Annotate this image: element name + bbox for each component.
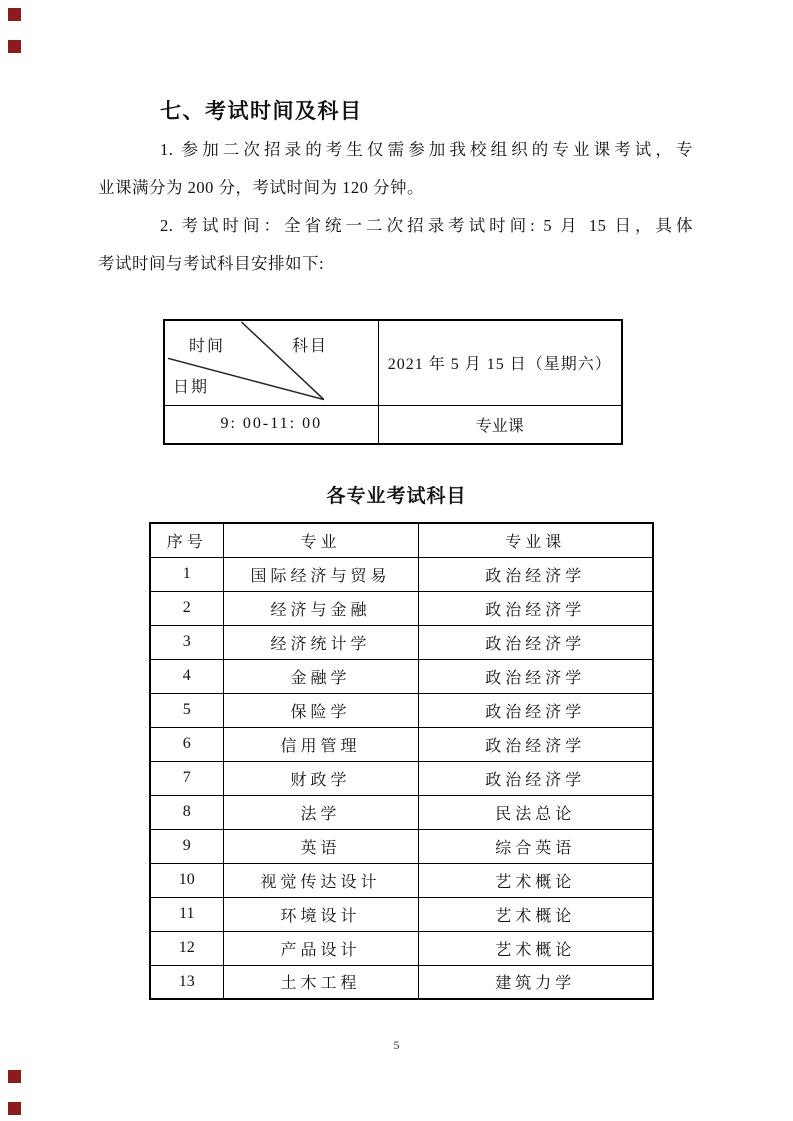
table-cell: 政治经济学 <box>418 727 653 761</box>
paragraph-line: 业课满分为 200 分，考试时间为 120 分钟。 <box>98 178 424 197</box>
table-cell: 1 <box>150 557 223 591</box>
table-cell: 12 <box>150 931 223 965</box>
table-cell: 8 <box>150 795 223 829</box>
table-row <box>150 931 653 965</box>
table-cell: 财政学 <box>223 761 418 795</box>
table-cell: 产品设计 <box>223 931 418 965</box>
corner-mark <box>8 1102 21 1115</box>
paragraph-line: 考试时间与考试科目安排如下: <box>98 254 325 273</box>
table-row <box>150 863 653 897</box>
table-row <box>150 625 653 659</box>
column-header: 专业课 <box>418 523 653 557</box>
table-cell: 英语 <box>223 829 418 863</box>
table-cell: 4 <box>150 659 223 693</box>
table-cell: 金融学 <box>223 659 418 693</box>
page-number: 5 <box>393 1038 400 1052</box>
subjects-table-title: 各专业考试科目 <box>326 486 467 507</box>
column-header: 专业 <box>223 523 418 557</box>
table-cell: 6 <box>150 727 223 761</box>
exam-time-cell: 9: 00-11: 00 <box>164 405 378 444</box>
table-row <box>150 795 653 829</box>
diagonal-header-cell <box>164 320 378 405</box>
table-cell: 政治经济学 <box>418 761 653 795</box>
table-row <box>150 761 653 795</box>
paragraph-line: 1. 参加二次招录的考生仅需参加我校组织的专业课考试，专 <box>160 140 693 159</box>
table-cell: 经济统计学 <box>223 625 418 659</box>
table-cell: 建筑力学 <box>418 965 653 999</box>
table-cell: 10 <box>150 863 223 897</box>
table-cell: 5 <box>150 693 223 727</box>
table-cell: 政治经济学 <box>418 591 653 625</box>
table-row <box>164 320 622 405</box>
table-cell: 信用管理 <box>223 727 418 761</box>
table-row <box>164 405 622 444</box>
table-cell: 民法总论 <box>418 795 653 829</box>
corner-mark <box>8 1070 21 1083</box>
exam-schedule-table <box>163 319 623 445</box>
table-cell: 土木工程 <box>223 965 418 999</box>
header-label-date: 日期 <box>173 379 210 396</box>
table-cell: 保险学 <box>223 693 418 727</box>
corner-mark <box>8 40 21 53</box>
corner-mark <box>8 8 21 21</box>
table-row <box>150 591 653 625</box>
table-row <box>150 659 653 693</box>
table-row <box>150 897 653 931</box>
table-row <box>150 829 653 863</box>
table-cell: 3 <box>150 625 223 659</box>
table-cell: 13 <box>150 965 223 999</box>
table-cell: 2 <box>150 591 223 625</box>
section-heading: 七、考试时间及科目 <box>160 100 363 123</box>
table-cell: 国际经济与贸易 <box>223 557 418 591</box>
table-cell: 综合英语 <box>418 829 653 863</box>
table-cell: 视觉传达设计 <box>223 863 418 897</box>
table-row <box>150 557 653 591</box>
table-cell: 艺术概论 <box>418 863 653 897</box>
table-cell: 环境设计 <box>223 897 418 931</box>
table-row <box>150 965 653 999</box>
table-cell: 11 <box>150 897 223 931</box>
table-cell: 艺术概论 <box>418 897 653 931</box>
exam-subject-cell: 专业课 <box>378 405 622 444</box>
table-cell: 政治经济学 <box>418 693 653 727</box>
table-cell: 7 <box>150 761 223 795</box>
paragraph-line: 2. 考试时间：全省统一二次招录考试时间: 5 月 15 日，具体 <box>160 216 693 235</box>
exam-date-cell: 2021 年 5 月 15 日（星期六） <box>378 320 622 405</box>
table-cell: 艺术概论 <box>418 931 653 965</box>
table-cell: 经济与金融 <box>223 591 418 625</box>
table-cell: 9 <box>150 829 223 863</box>
column-header: 序号 <box>150 523 223 557</box>
table-cell: 政治经济学 <box>418 659 653 693</box>
header-label-subject: 科目 <box>292 338 329 355</box>
table-cell: 法学 <box>223 795 418 829</box>
subjects-header-row <box>150 523 653 557</box>
table-cell: 政治经济学 <box>418 557 653 591</box>
table-row <box>150 693 653 727</box>
table-cell: 政治经济学 <box>418 625 653 659</box>
table-row <box>150 727 653 761</box>
subjects-table <box>149 522 654 1000</box>
header-label-time: 时间 <box>189 338 226 355</box>
